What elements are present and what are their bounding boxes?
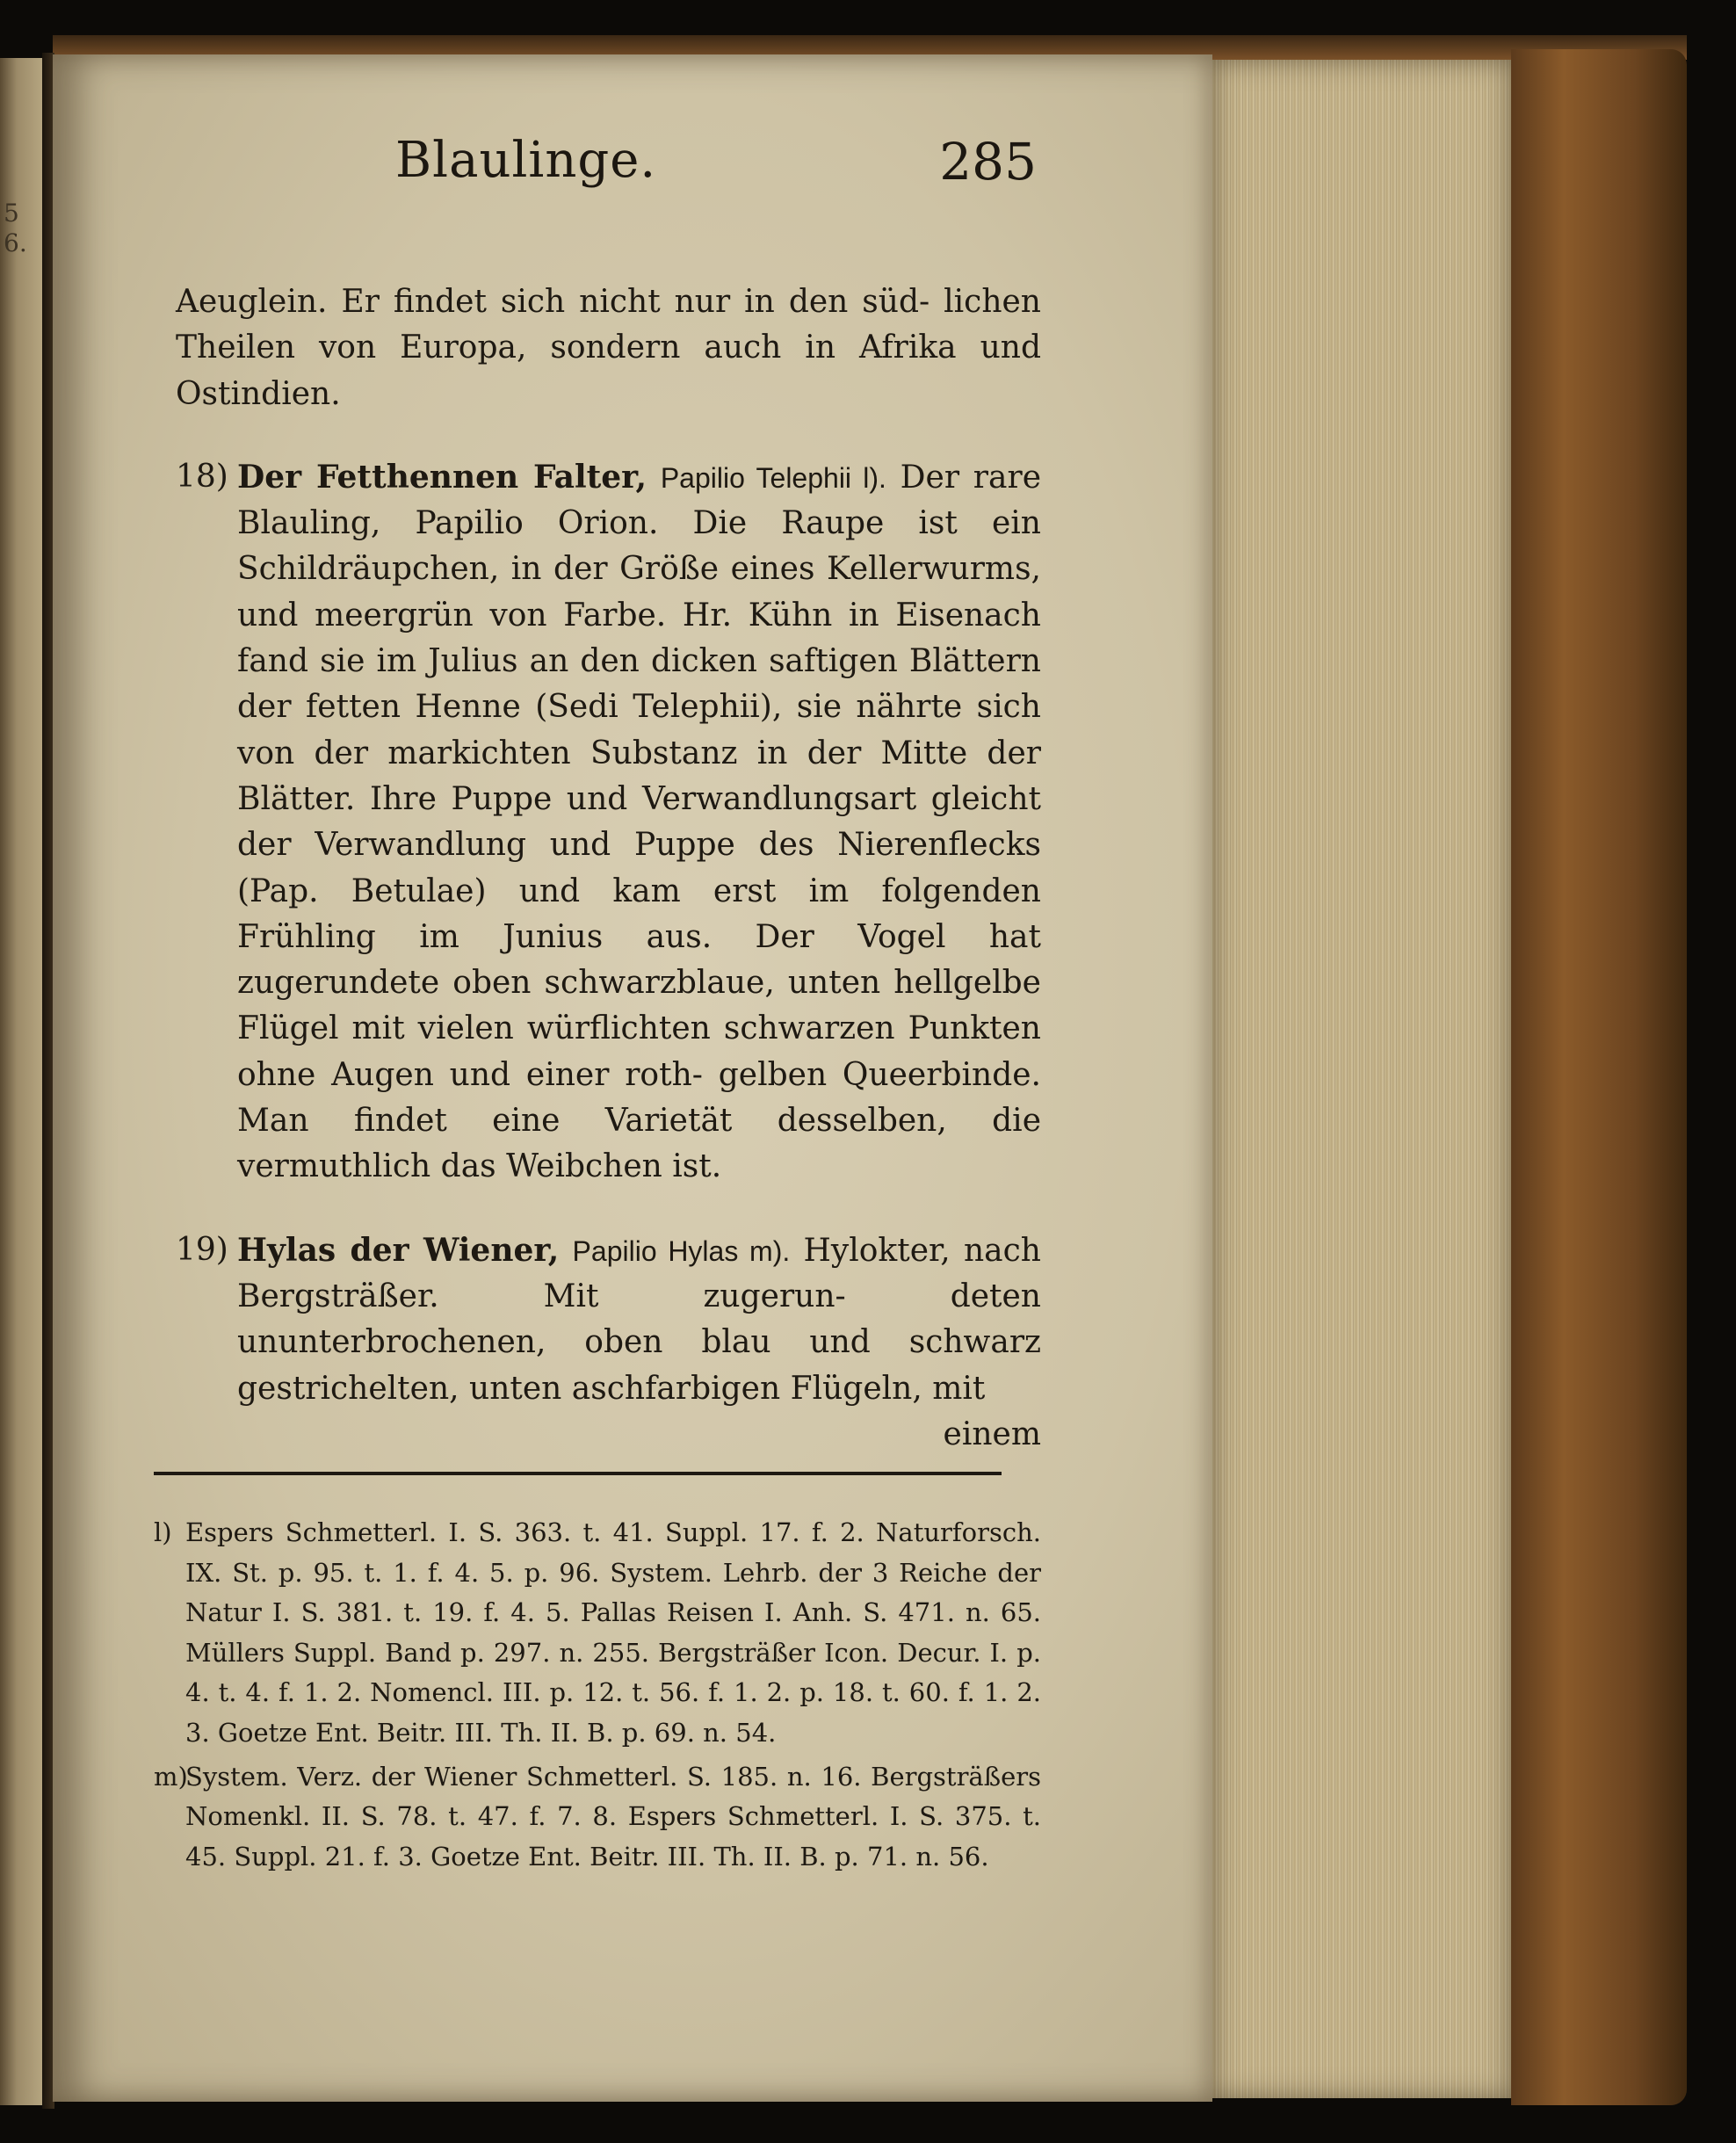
- entry-19: [176, 1227, 1041, 1412]
- previous-page-edge: [0, 58, 44, 2105]
- entry-latin-name: Papilio Telephii l).: [660, 461, 886, 494]
- footnote-mark: l): [154, 1517, 172, 1547]
- footnote-text: Espers Schmetterl. I. S. 363. t. 41. Suppl. 17. f. 2. Naturforsch. IX. St. p. 95. t. 1. f. 4. 5. p. 96. System. Lehrb. der 3 Reiche der Natur I. S. 381. t. 19. f. 4. 5. Pallas Reisen I. Anh. S. 471. n. 65. Müllers Suppl. Band p. 297. n. 255. Bergsträßer Icon. Decur. I. p. 4. t. 4. f. 1. 2. Nomencl. III. p. 12. t. 56. f. 1. 2. p. 18. t. 60. f. 1. 2. 3. Goetze Ent. Beitr. III. Th. II. B. p. 69. n. 54.: [185, 1517, 1041, 1748]
- entry-name: Hylas der Wiener,: [237, 1231, 560, 1269]
- catchword: einem: [943, 1415, 1041, 1452]
- entry-text: Der rare Blauling, Papilio Orion. Die Raupe ist ein Schildräupchen, in der Größe eines Kellerwurms, und meergrün von Farbe. Hr. Kühn in Eisenach fand sie im Julius an den dicken saftigen Blättern der fetten Henne (Sedi Telephii), sie nährte sich von der markichten Substanz in der Mitte der Blätter. Ihre Puppe und Verwandlungsart gleicht der Verwandlung und Puppe des Nierenflecks (Pap. Betulae) und kam erst im folgenden Frühling im Junius aus. Der Vogel hat zugerundete oben schwarzblaue, unten hellgelbe Flügel mit vielen würflichten schwarzen Punkten ohne Augen und einer roth- gelben Queerbinde. Man findet eine Varietät desselben, die vermuthlich das Weibchen ist.: [237, 459, 1041, 1185]
- footnotes: [154, 1513, 1041, 1877]
- footnote-rule: [154, 1472, 1002, 1475]
- entry-18: [176, 454, 1041, 1191]
- previous-page-marks: 5 6.: [4, 199, 27, 257]
- entry-number: 18): [176, 458, 228, 495]
- book-cover: [1511, 49, 1687, 2105]
- running-head: [395, 132, 1142, 220]
- footnote-text: System. Verz. der Wiener Schmetterl. S. 185. n. 16. Bergsträßers Nomenkl. II. S. 78. t. 47. f. 7. 8. Espers Schmetterl. I. S. 375. t. 45. Suppl. 21. f. 3. Goetze Ent. Beitr. III. Th. II. B. p. 71. n. 56.: [185, 1761, 1041, 1872]
- page-block-edges: [1212, 60, 1511, 2098]
- entry-text: Hylokter, nach Bergsträßer. Mit zugerun- deten ununterbrochenen, oben blau und schwarz gestrichelten, unten aschfarbigen Flügeln, mit: [237, 1232, 1041, 1407]
- running-title: Blaulinge.: [395, 132, 657, 189]
- page-number: 285: [939, 132, 1037, 192]
- entry-number: 19): [176, 1231, 228, 1268]
- main-text: [176, 279, 1041, 1458]
- footnote-mark: m): [154, 1761, 188, 1792]
- entry-name: Der Fetthennen Falter,: [237, 458, 647, 496]
- continuation-paragraph: Aeuglein. Er findet sich nicht nur in den süd- lichen Theilen von Europa, sondern auch in Afrika und Ostindien.: [176, 284, 1041, 412]
- footnote-l: [154, 1513, 1041, 1754]
- entry-latin-name: Papilio Hylas m).: [572, 1234, 791, 1267]
- footnote-m: [154, 1757, 1041, 1878]
